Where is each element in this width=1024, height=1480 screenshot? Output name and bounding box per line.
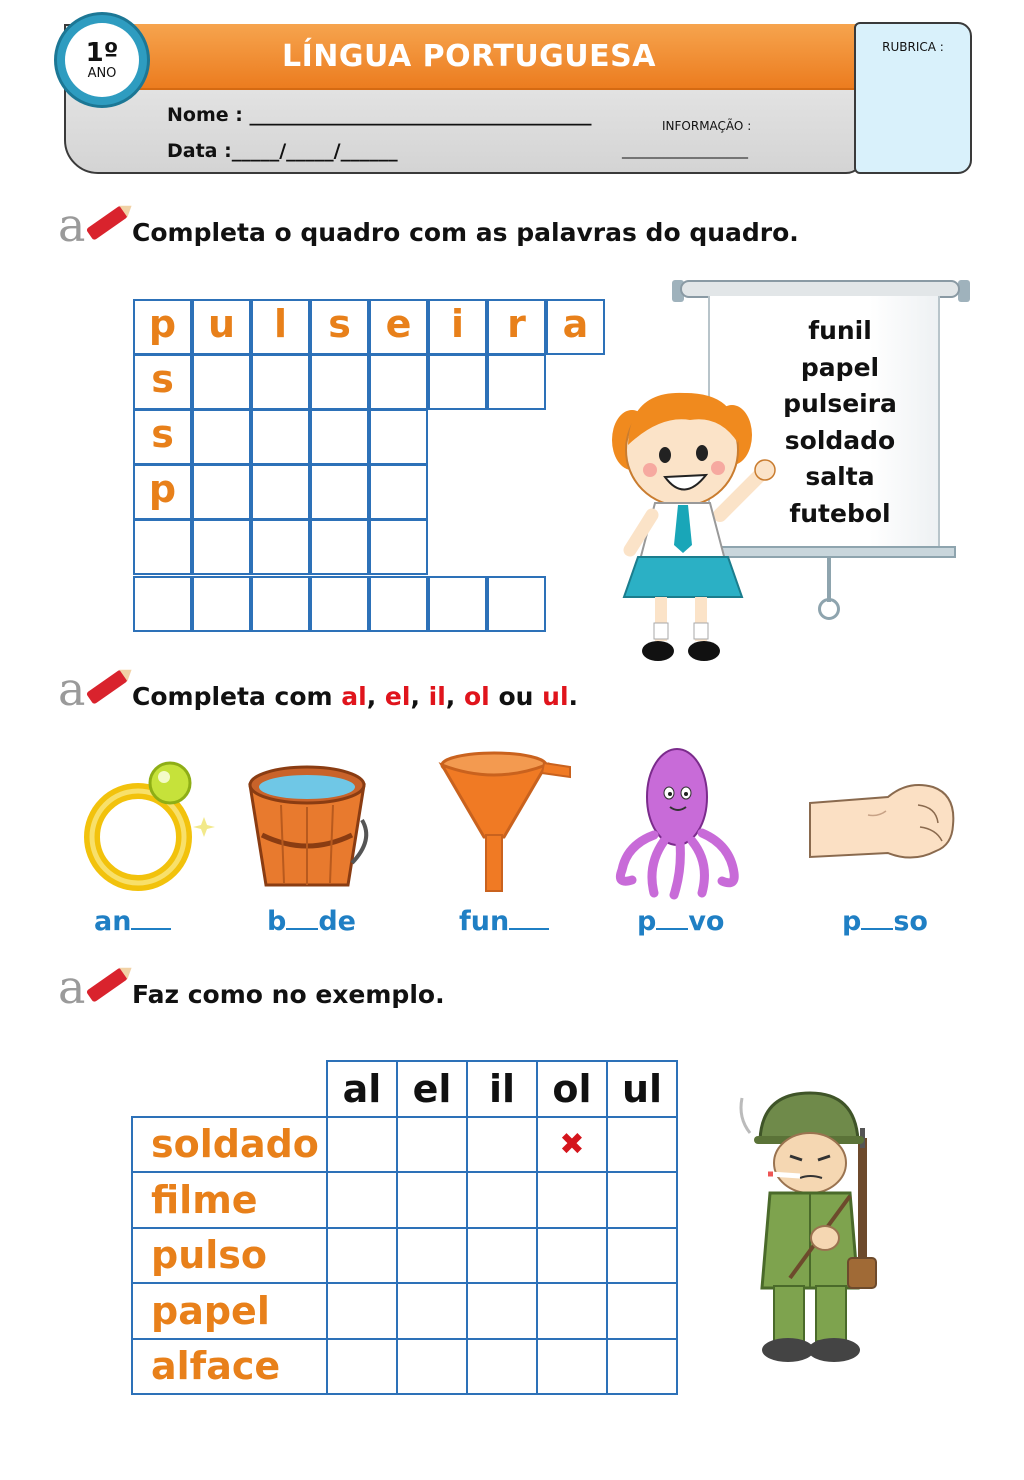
grid-cell-empty[interactable] — [369, 576, 428, 632]
instruction-3 — [58, 960, 445, 1016]
column-header: il — [467, 1061, 537, 1117]
word-prefix: fun — [459, 906, 510, 937]
grid-cell-empty[interactable] — [310, 409, 369, 465]
fill-blank[interactable] — [286, 908, 318, 930]
column-header: ul — [607, 1061, 677, 1117]
word-bank-item: pulseira — [783, 389, 897, 418]
word-prefix: an — [94, 906, 132, 937]
board-ring — [818, 598, 840, 620]
check-cell[interactable] — [327, 1172, 397, 1228]
check-cell[interactable] — [327, 1283, 397, 1339]
row-word: papel — [132, 1283, 327, 1339]
row-word: alface — [132, 1339, 327, 1395]
fill-blank[interactable] — [861, 908, 893, 930]
board-pole — [827, 558, 831, 602]
separator: , — [445, 681, 464, 711]
check-cell[interactable] — [467, 1339, 537, 1395]
grid-cell: a — [546, 299, 605, 355]
instruction-2 — [58, 662, 579, 718]
check-cell[interactable] — [327, 1117, 397, 1173]
grid-cell-empty[interactable] — [133, 576, 192, 632]
check-cell[interactable] — [397, 1339, 467, 1395]
period: . — [568, 681, 579, 711]
check-cell[interactable] — [537, 1172, 607, 1228]
check-cell[interactable] — [537, 1228, 607, 1284]
check-cell[interactable] — [327, 1228, 397, 1284]
grid-cell-empty[interactable] — [310, 519, 369, 575]
grid-cell-empty[interactable] — [192, 576, 251, 632]
option-il: il — [428, 681, 446, 711]
instruction-3-text: Faz como no exemplo. — [132, 979, 445, 1009]
year-badge — [54, 12, 150, 108]
word-bank-item: salta — [805, 462, 875, 491]
word-bank-item: papel — [800, 352, 880, 382]
check-cell[interactable] — [537, 1339, 607, 1395]
octopus-image — [602, 745, 752, 900]
table-row — [132, 1339, 677, 1395]
check-cell[interactable] — [607, 1339, 677, 1395]
grid-cell: l — [251, 299, 310, 355]
table-row — [132, 1117, 677, 1173]
check-cell[interactable] — [467, 1172, 537, 1228]
fill-word-4 — [637, 906, 724, 937]
rubrica-label: RUBRICA : — [882, 40, 944, 54]
grid-cell-empty[interactable] — [192, 464, 251, 520]
grid-cell-empty[interactable] — [369, 354, 428, 410]
grid-cell-empty[interactable] — [133, 519, 192, 575]
column-header: el — [397, 1061, 467, 1117]
grid-cell: s — [133, 354, 192, 410]
word-bank-item: funil — [808, 316, 872, 345]
table-row — [132, 1283, 677, 1339]
row-word: pulso — [132, 1228, 327, 1284]
fill-blank[interactable] — [131, 908, 171, 930]
info-label: INFORMAÇÃO : — [662, 119, 752, 133]
pencil-a-icon: a — [58, 972, 130, 1016]
check-cell[interactable] — [607, 1117, 677, 1173]
fill-word-1 — [94, 906, 171, 937]
grid-cell: p — [133, 299, 192, 355]
table-corner — [132, 1061, 327, 1117]
grid-cell: s — [133, 409, 192, 465]
grid-cell-empty[interactable] — [310, 464, 369, 520]
fill-word-2 — [267, 906, 356, 937]
board-rod-cap-right — [958, 280, 970, 302]
grid-cell-empty[interactable] — [251, 354, 310, 410]
instruction-1 — [58, 198, 799, 254]
grid-cell: r — [487, 299, 546, 355]
grid-cell-empty[interactable] — [192, 519, 251, 575]
bucket-image — [236, 745, 386, 900]
year-label: ANO — [87, 65, 117, 81]
rubrica-box[interactable] — [854, 22, 972, 174]
grid-cell-empty[interactable] — [369, 409, 428, 465]
syllable-table — [131, 1060, 678, 1395]
word-suffix: so — [893, 906, 928, 937]
ring-image — [70, 745, 220, 900]
date-field[interactable]: Data :_____/_____/______ — [167, 140, 398, 162]
girl-illustration — [610, 385, 800, 670]
check-cell[interactable] — [607, 1228, 677, 1284]
info-line[interactable]: __________________ — [622, 143, 748, 159]
check-cell[interactable] — [397, 1172, 467, 1228]
grid-cell-empty[interactable] — [251, 464, 310, 520]
fill-blank[interactable] — [656, 908, 688, 930]
word-prefix: p — [637, 906, 657, 937]
check-cell[interactable] — [607, 1283, 677, 1339]
x-mark-icon: ✖ — [559, 1126, 585, 1162]
grid-cell-empty[interactable] — [192, 354, 251, 410]
grid-cell-empty[interactable] — [369, 464, 428, 520]
funnel-image — [432, 745, 582, 900]
name-field[interactable]: Nome : ____________________________________ — [167, 104, 592, 126]
grid-cell-empty[interactable] — [428, 576, 487, 632]
grid-cell: u — [192, 299, 251, 355]
fill-blank[interactable] — [509, 908, 549, 930]
fill-word-5 — [842, 906, 928, 937]
column-header: al — [327, 1061, 397, 1117]
table-row — [132, 1172, 677, 1228]
instruction-2-text — [132, 682, 578, 711]
grid-cell-empty[interactable] — [251, 519, 310, 575]
option-el: el — [384, 681, 411, 711]
grid-cell: p — [133, 464, 192, 520]
word-suffix: de — [318, 906, 356, 937]
fill-word-3 — [459, 906, 549, 937]
word-bank-item: futebol — [789, 498, 891, 528]
instruction-1-text: Completa o quadro com as palavras do quadro. — [132, 217, 799, 247]
year-number: 1º — [85, 37, 119, 68]
grid-cell: i — [428, 299, 487, 355]
check-cell[interactable] — [327, 1339, 397, 1395]
grid-cell-empty[interactable] — [428, 354, 487, 410]
check-cell[interactable] — [467, 1117, 537, 1173]
grid-cell-empty[interactable] — [310, 354, 369, 410]
check-cell[interactable] — [467, 1283, 537, 1339]
grid-cell: e — [369, 299, 428, 355]
row-word: soldado — [132, 1117, 327, 1173]
check-cell[interactable] — [397, 1117, 467, 1173]
row-word: filme — [132, 1172, 327, 1228]
separator: , — [366, 681, 385, 711]
pencil-a-icon: a — [58, 674, 130, 718]
soldier-illustration — [730, 1078, 900, 1368]
check-cell[interactable] — [607, 1172, 677, 1228]
word-suffix: vo — [688, 906, 725, 937]
grid-cell-empty[interactable] — [192, 409, 251, 465]
instruction-2-start: Completa com — [132, 681, 342, 711]
check-cell[interactable] — [537, 1283, 607, 1339]
grid-cell-empty[interactable] — [251, 576, 310, 632]
grid-cell-empty[interactable] — [369, 519, 428, 575]
grid-cell-empty[interactable] — [310, 576, 369, 632]
word-prefix: b — [267, 906, 287, 937]
pencil-a-icon: a — [58, 210, 130, 254]
option-al: al — [341, 681, 367, 711]
grid-cell-empty[interactable] — [251, 409, 310, 465]
word-bank-item: soldado — [784, 425, 896, 455]
table-row — [132, 1228, 677, 1284]
column-header: ol — [537, 1061, 607, 1117]
check-cell[interactable] — [397, 1283, 467, 1339]
check-cell[interactable] — [397, 1228, 467, 1284]
wrist-image — [808, 745, 958, 900]
separator: , — [410, 681, 429, 711]
grid-cell-empty[interactable] — [487, 576, 546, 632]
separator-ou: ou — [489, 681, 543, 711]
check-cell[interactable] — [467, 1228, 537, 1284]
check-cell[interactable] — [537, 1117, 607, 1173]
grid-cell-empty[interactable] — [487, 354, 546, 410]
option-ol: ol — [464, 681, 490, 711]
grid-cell: s — [310, 299, 369, 355]
word-prefix: p — [842, 906, 862, 937]
option-ul: ul — [542, 681, 569, 711]
subject-title: LÍNGUA PORTUGUESA — [134, 24, 864, 90]
